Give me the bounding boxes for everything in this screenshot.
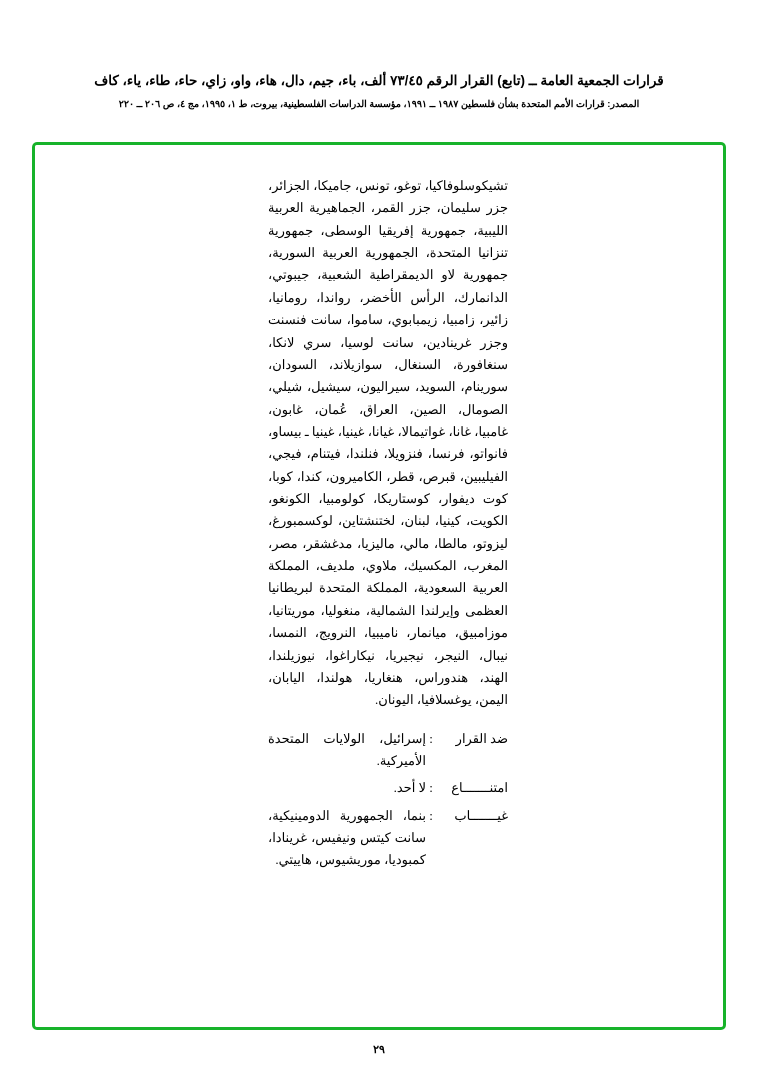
vote-value: إسرائيل، الولايات المتحدة الأميركية. bbox=[268, 730, 426, 768]
countries-list-paragraph: تشيكوسلوفاكيا، توغو، تونس، جاميكا، الجزائر، جزر سليمان، جزر القمر، الجماهيرية العربية الليبية، جمهورية إفريقيا الوسطى، جمهورية تنزانيا المتحدة، الجمهورية العربية السورية، جمهورية لاو الديمقراطية الشعبية، جيبوتي، الدانمارك، الرأس الأخضر، رواندا، رومانيا، زائير، زامبيا، زيمبابوي، ساموا، سانت فنسنت وجزر غرينادين، سانت لوسيا، سري لانكا، سنغافورة، السنغال، سوازيلاند، السودان، سورينام، السويد، سيراليون، سيشيل، شيلي، الصومال، الصين، العراق، عُمان، غابون، غامبيا، غانا، غواتيمالا، غيانا، غينيا، غينيا ـ بيساو، فانواتو، فرنسا، فنزويلا، فنلندا، فيتنام، فيجي، الفيليبين، قبرص، قطر، الكاميرون، كندا، كوبا، كوت ديفوار، كوستاريكا، كولومبيا، الكونغو، الكويت، كينيا، لبنان، لختنشتاين، لوكسمبورغ، ليزوتو، مالطا، مالي، ماليزيا، مدغشقر، مصر، المغرب، المكسيك، ملاوي، ملديف، المملكة العربية السعودية، المملكة المتحدة لبريطانيا العظمى وإيرلندا الشمالية، منغوليا، موريتانيا، موزامبيق، ميانمار، ناميبيا، النرويج، النمسا، نيبال، النيجر، نيجيريا، نيكاراغوا، نيوزيلندا، الهند، هندوراس، هنغاريا، هولندا، اليابان، اليمن، يوغسلافيا، اليونان. bbox=[268, 178, 508, 708]
vote-value: بنما، الجمهورية الدومينيكية، سانت كيتس ونيفيس، غرينادا، كمبوديا، موريشيوس، هاييتي. bbox=[268, 807, 426, 868]
vote-label: ضد القرار bbox=[455, 730, 508, 746]
content-frame bbox=[32, 142, 726, 1030]
vote-colon: : bbox=[429, 730, 433, 746]
vote-label: غيـــــــاب bbox=[454, 807, 508, 823]
vote-breakdown bbox=[268, 728, 508, 872]
vote-row bbox=[268, 728, 508, 773]
vote-value: لا أحد. bbox=[393, 780, 426, 796]
header-source: المصدر: قرارات الأمم المتحدة بشأن فلسطين ١٩٨٧ ــ ١٩٩١، مؤسسة الدراسات الفلسطينية، بيروت، ط ١، ١٩٩٥، مج ٤، ص ٢٠٦ ــ ٢٢٠ bbox=[118, 98, 640, 110]
header-title: قرارات الجمعية العامة ــ (تابع) القرار الرقم ٧٣/٤٥ ألف، باء، جيم، دال، هاء، واو، زاي، حاء، طاء، ياء، كاف bbox=[94, 73, 664, 88]
page-number: ٢٩ bbox=[373, 1044, 385, 1056]
vote-label: امتنـــــــاع bbox=[451, 780, 508, 796]
content-column bbox=[268, 175, 508, 877]
vote-row bbox=[268, 805, 508, 872]
vote-colon: : bbox=[429, 780, 433, 796]
vote-row bbox=[268, 777, 508, 799]
page-header bbox=[0, 72, 758, 111]
vote-colon: : bbox=[429, 807, 433, 823]
